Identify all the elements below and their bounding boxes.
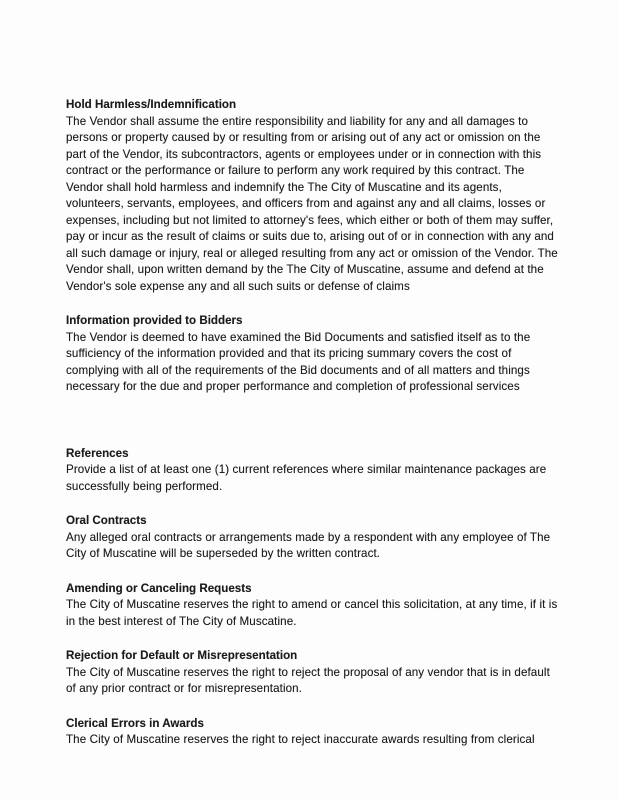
section-heading: Hold Harmless/Indemnification [66,98,237,111]
section-body: The City of Muscatine reserves the right to reject the proposal of any vendor that is in default of any prior contract or for misrepresentation. [66,665,550,695]
section-heading: Oral Contracts [66,514,147,527]
section-references [66,446,558,496]
section-heading: Information provided to Bidders [66,314,243,327]
section-hold-harmless [66,97,558,295]
section-body: Any alleged oral contracts or arrangements made by a respondent with any employee of The City of Muscatine will be superseded by the written contract. [66,530,551,560]
section-rejection-default [66,648,558,698]
section-clerical-errors [66,716,558,749]
section-body: The City of Muscatine reserves the right to reject inaccurate awards resulting from clerical [66,733,535,746]
section-body: Provide a list of at least one (1) current references where similar maintenance packages are successfully being performed. [66,463,547,493]
section-oral-contracts [66,513,558,563]
section-amending-canceling [66,581,558,631]
section-information-to-bidders [66,313,558,396]
section-heading: Amending or Canceling Requests [66,581,252,595]
section-body: The City of Muscatine reserves the right to amend or cancel this solicitation, at any time, if it is in the best interest of The City of Muscatine. [66,598,558,628]
section-body: The Vendor shall assume the entire responsibility and liability for any and all damages to persons or property caused by or resulting from or arising out of any act or omission on the part of the Vendor, its subcontractors, agents or employees under or in connection with this contract or the performance or failure to perform any work required by this contract. The Vendor shall hold harmless and indemnify the The City of Muscatine and its agents, volunteers, servants, employees, and officers from and against any and all claims, losses or expenses, including but not limited to attorney's fees, which either or both of them may suffer, pay or incur as the result of claims or suits due to, arising out of or in connection with any and all such damage or injury, real or alleged resulting from any act or omission of the Vendor. The Vendor shall, upon written demand by the The City of Muscatine, assume and defend at the Vendor's sole expense any and all such suits or defense of claims [66,114,558,293]
section-heading: Clerical Errors in Awards [66,716,204,730]
section-heading: Rejection for Default or Misrepresentation [66,649,298,662]
section-heading: References [66,446,129,460]
section-body: The Vendor is deemed to have examined the Bid Documents and satisfied itself as to the sufficiency of the information provided and that its pricing summary covers the cost of complying with all of the requirements of the Bid documents and of all matters and things necessary for the due and proper performance and completion of professional services [66,330,531,393]
